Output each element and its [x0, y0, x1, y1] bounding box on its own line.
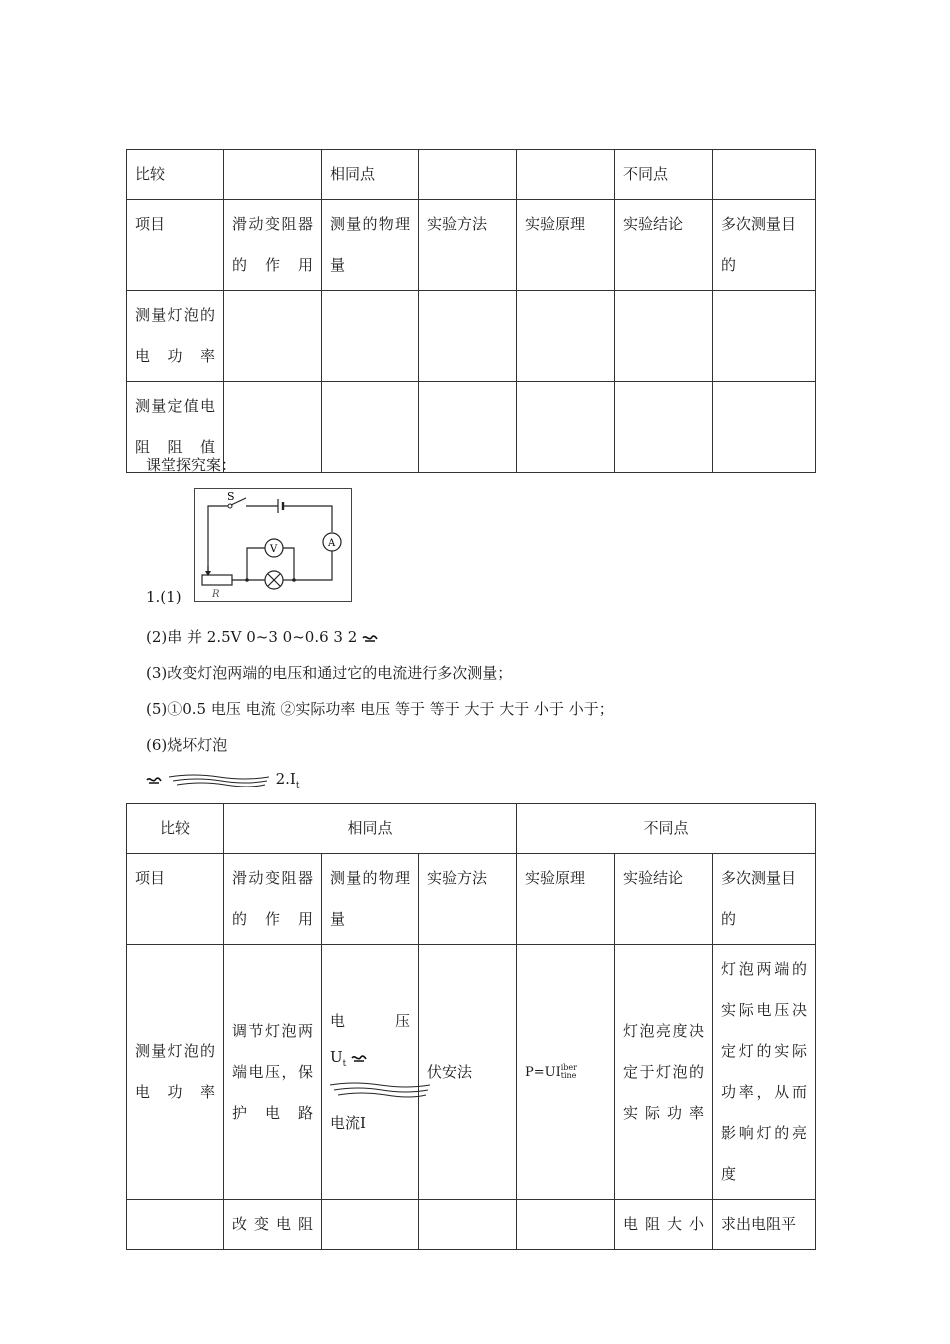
table-cell: 实验原理: [517, 854, 615, 945]
quantity-voltage: 电压: [330, 1011, 410, 1030]
table-row: [127, 150, 816, 200]
table-cell: 测量的物理量: [322, 200, 419, 291]
scribble-icon: [146, 775, 162, 785]
table-cell: 多次测量目的: [713, 200, 816, 291]
table-cell: [419, 382, 517, 473]
table-cell: 项目: [127, 854, 224, 945]
answer-line-3: (3)改变灯泡两端的电压和通过它的电流进行多次测量；: [146, 664, 513, 682]
wavy-underline-icon: [328, 1079, 432, 1103]
rheostat-icon: [202, 575, 232, 585]
principle-fraction: [561, 1064, 577, 1080]
voltage-symbol: U: [330, 1047, 343, 1066]
table-cell: 实验方法: [419, 200, 517, 291]
table-cell: 实验原理: [517, 200, 615, 291]
wavy-underline-icon: [167, 773, 271, 787]
voltage-subscript: t: [342, 1058, 347, 1069]
table-cell: 测量的物理量: [322, 854, 419, 945]
switch-label: S: [227, 490, 235, 503]
table-row: [127, 945, 816, 1200]
quantity-voltage-symbol: [330, 1042, 410, 1079]
table-cell: 测量灯泡的电功率: [127, 945, 224, 1200]
table-cell: 滑动变阻器的作用: [224, 200, 322, 291]
table-cell: 求出电阻平: [713, 1200, 816, 1250]
table-cell: 灯泡亮度决定于灯泡的实际功率: [615, 945, 713, 1200]
answer-line-2: [146, 626, 378, 647]
table-cell: 不同点: [517, 804, 816, 854]
table-cell: 项目: [127, 200, 224, 291]
table-cell: [224, 150, 322, 200]
table-cell: 改变电阻: [224, 1200, 322, 1250]
table-cell: [127, 1200, 224, 1250]
principle-formula: P=UI: [525, 1064, 561, 1080]
ammeter-label: A: [328, 538, 336, 549]
table-cell: [713, 382, 816, 473]
section-title: 课堂探究案：: [146, 456, 237, 474]
table-cell: 测量灯泡的电功率: [127, 291, 224, 382]
table-cell: [713, 150, 816, 200]
scribble-icon: [351, 1053, 367, 1063]
table-cell: 实验方法: [419, 854, 517, 945]
table-cell: 实验结论: [615, 854, 713, 945]
table-cell: [517, 382, 615, 473]
table-row: [127, 854, 816, 945]
rheostat-label: R: [212, 589, 220, 600]
table-cell: 不同点: [615, 150, 713, 200]
answer-line-5: (5)①0.5 电压 电流 ②实际功率 电压 等于 等于 大于 大于 小于 小于；: [146, 700, 614, 718]
table-row: [127, 291, 816, 382]
table-cell: 调节灯泡两端电压，保护电路: [224, 945, 322, 1200]
quantity-current: 电流I: [330, 1113, 366, 1132]
table-cell: [517, 150, 615, 200]
table-cell: [517, 945, 615, 1200]
table-cell: [419, 1200, 517, 1250]
question-1-label: 1.(1): [146, 588, 182, 606]
comparison-table-blank: [126, 149, 816, 473]
comparison-table-filled: [126, 803, 816, 1250]
table-cell: [419, 150, 517, 200]
table-row: [127, 804, 816, 854]
table-cell: [419, 291, 517, 382]
question-2-line: [146, 770, 299, 791]
table-row: [127, 1200, 816, 1250]
table-cell: [615, 291, 713, 382]
table-cell: [322, 382, 419, 473]
table-cell: [615, 382, 713, 473]
table-cell: 比较: [127, 150, 224, 200]
scribble-icon: [362, 633, 378, 643]
circuit-diagram: [194, 488, 352, 602]
table-cell: 实验结论: [615, 200, 713, 291]
table-cell: 多次测量目的: [713, 854, 816, 945]
table-cell: 测量定值电阻阻值: [127, 382, 224, 473]
table-cell: 电阻大小: [615, 1200, 713, 1250]
question-2-subscript: t: [295, 781, 300, 791]
table-cell: 相同点: [224, 804, 517, 854]
table-cell: 比较: [127, 804, 224, 854]
table-cell: [322, 1200, 419, 1250]
table-cell: [322, 945, 419, 1200]
table-cell: [322, 291, 419, 382]
table-cell: 滑动变阻器的作用: [224, 854, 322, 945]
table-cell: 相同点: [322, 150, 419, 200]
table-cell: 伏安法: [419, 945, 517, 1200]
principle-sub: tine: [560, 1071, 577, 1080]
table-cell: [224, 382, 322, 473]
table-cell: 灯泡两端的实际电压决定灯的实际功率，从而影响灯的亮度: [713, 945, 816, 1200]
table-cell: [517, 1200, 615, 1250]
table-cell: [224, 291, 322, 382]
table-row: [127, 200, 816, 291]
answer-text: (2)串 并 2.5V 0~3 0~0.6 3 2: [146, 628, 358, 646]
voltmeter-label: V: [270, 544, 278, 555]
table-cell: [713, 291, 816, 382]
principle-sup: iber: [560, 1063, 577, 1072]
table-cell: [517, 291, 615, 382]
answer-line-6: (6)烧坏灯泡: [146, 736, 228, 754]
question-2-label: 2.I: [275, 770, 296, 788]
